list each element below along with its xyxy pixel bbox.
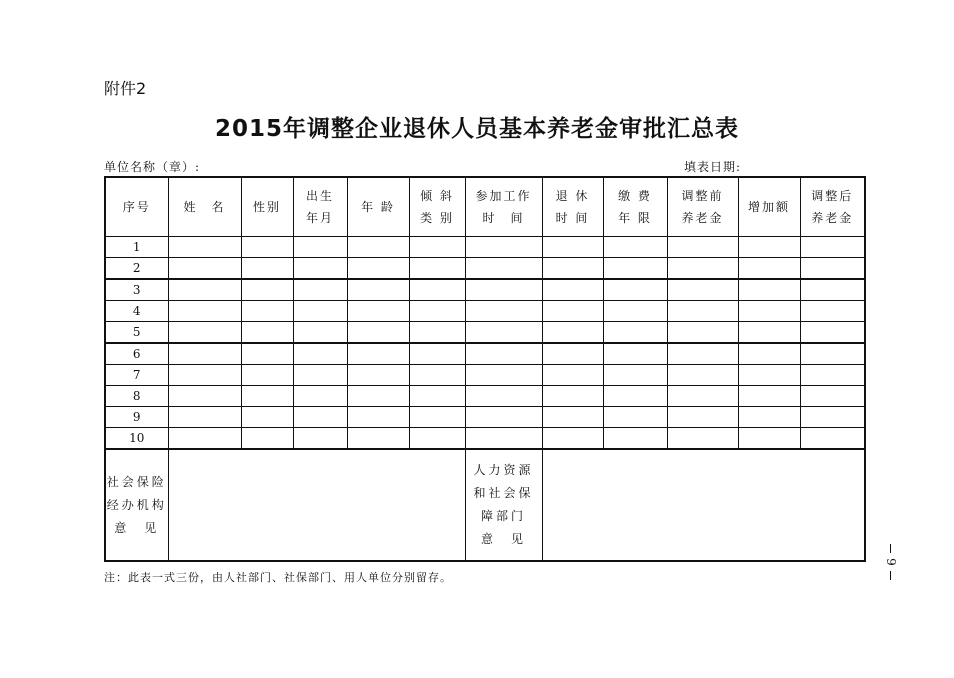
table-row xyxy=(105,322,865,344)
table-cell xyxy=(800,279,865,301)
table-cell xyxy=(293,365,347,386)
table-cell xyxy=(667,428,738,450)
table-cell xyxy=(800,343,865,365)
table-cell xyxy=(409,343,465,365)
unit-name-label: 单位名称（章）: xyxy=(104,160,201,174)
row-number: 7 xyxy=(105,365,168,386)
table-cell xyxy=(347,407,409,428)
table-cell xyxy=(409,322,465,344)
table-cell xyxy=(603,279,667,301)
table-cell xyxy=(738,322,800,344)
table-cell xyxy=(347,279,409,301)
table-cell xyxy=(168,407,241,428)
table-cell xyxy=(542,237,603,258)
column-header xyxy=(465,177,542,237)
table-cell xyxy=(603,386,667,407)
table-cell xyxy=(542,322,603,344)
column-header-line1: 倾 斜 xyxy=(420,189,454,203)
table-cell xyxy=(241,237,293,258)
table-cell xyxy=(409,365,465,386)
column-header-line2: 养老金 xyxy=(811,211,854,225)
row-number: 9 xyxy=(105,407,168,428)
table-cell xyxy=(168,386,241,407)
table-cell xyxy=(800,386,865,407)
social-insurance-opinion-label-line: 经办机构 xyxy=(106,497,167,512)
table-cell xyxy=(667,343,738,365)
column-header xyxy=(738,177,800,237)
table-cell xyxy=(293,258,347,280)
table-cell xyxy=(738,279,800,301)
table-cell xyxy=(667,365,738,386)
table-cell xyxy=(241,428,293,450)
table-cell xyxy=(738,428,800,450)
table-cell xyxy=(738,237,800,258)
table-cell xyxy=(738,407,800,428)
table-cell xyxy=(667,279,738,301)
column-header-line1: 序号 xyxy=(122,200,151,214)
table-cell xyxy=(241,322,293,344)
table-cell xyxy=(465,407,542,428)
table-cell xyxy=(738,258,800,280)
hr-opinion-label-line: 人力资源 xyxy=(473,463,534,477)
table-cell xyxy=(603,258,667,280)
column-header-line1: 性别 xyxy=(252,200,281,214)
table-cell xyxy=(168,237,241,258)
table-cell xyxy=(409,279,465,301)
table-cell xyxy=(241,407,293,428)
table-row xyxy=(105,301,865,322)
table-cell xyxy=(241,301,293,322)
column-header-line2: 时 间 xyxy=(555,211,590,225)
table-cell xyxy=(347,258,409,280)
table-cell xyxy=(800,258,865,280)
column-header-line2: 年月 xyxy=(305,211,334,225)
row-number: 6 xyxy=(105,343,168,365)
table-cell xyxy=(667,322,738,344)
table-cell xyxy=(168,322,241,344)
row-number: 4 xyxy=(105,301,168,322)
table-row xyxy=(105,237,865,258)
table-row xyxy=(105,407,865,428)
row-number: 8 xyxy=(105,386,168,407)
column-header-line1: 增加额 xyxy=(747,200,790,214)
table-row xyxy=(105,343,865,365)
column-header-line2: 年 限 xyxy=(618,211,652,225)
table-cell xyxy=(603,237,667,258)
column-header xyxy=(293,177,347,237)
table-row xyxy=(105,365,865,386)
table-cell xyxy=(347,343,409,365)
table-cell xyxy=(465,428,542,450)
table-cell xyxy=(542,258,603,280)
fill-date-label: 填表日期: xyxy=(684,160,742,174)
column-header xyxy=(800,177,865,237)
hr-opinion-field xyxy=(542,449,865,561)
table-cell xyxy=(542,279,603,301)
table-cell xyxy=(603,407,667,428)
table-cell xyxy=(603,343,667,365)
table-cell xyxy=(667,237,738,258)
table-cell xyxy=(542,386,603,407)
hr-opinion-label-line: 障部门 xyxy=(480,509,526,523)
column-header xyxy=(409,177,465,237)
page-number-text: 9 xyxy=(884,558,898,566)
column-header xyxy=(542,177,603,237)
table-cell xyxy=(168,343,241,365)
table-cell xyxy=(241,258,293,280)
row-number: 2 xyxy=(105,258,168,280)
column-header-line2: 时 间 xyxy=(482,211,525,225)
table-cell xyxy=(409,428,465,450)
table-cell xyxy=(241,365,293,386)
opinion-row xyxy=(105,449,865,561)
table-cell xyxy=(465,237,542,258)
hr-opinion-label xyxy=(465,449,542,561)
table-cell xyxy=(293,301,347,322)
hr-opinion-label-line: 意 见 xyxy=(480,532,526,546)
table-cell xyxy=(465,258,542,280)
table-cell xyxy=(738,301,800,322)
table-cell xyxy=(347,428,409,450)
table-cell xyxy=(293,407,347,428)
table-cell xyxy=(800,301,865,322)
table-cell xyxy=(293,237,347,258)
table-cell xyxy=(293,343,347,365)
table-cell xyxy=(168,301,241,322)
table-cell xyxy=(603,428,667,450)
row-number: 3 xyxy=(105,279,168,301)
table-cell xyxy=(241,343,293,365)
social-insurance-opinion-label-line: 意 见 xyxy=(114,520,160,535)
column-header xyxy=(168,177,241,237)
footnote: 注：此表一式三份，由人社部门、社保部门、用人单位分别留存。 xyxy=(104,571,452,584)
table-cell xyxy=(168,279,241,301)
table-cell xyxy=(800,365,865,386)
column-header xyxy=(667,177,738,237)
column-header xyxy=(347,177,409,237)
table-cell xyxy=(667,386,738,407)
table-cell xyxy=(168,258,241,280)
table-cell xyxy=(409,301,465,322)
column-header-line2: 类 别 xyxy=(420,211,454,225)
table-cell xyxy=(465,279,542,301)
table-cell xyxy=(465,343,542,365)
table-cell xyxy=(465,301,542,322)
table-cell xyxy=(800,407,865,428)
table-cell xyxy=(542,365,603,386)
page-title: 2015年调整企业退休人员基本养老金审批汇总表 xyxy=(214,116,739,142)
row-number: 5 xyxy=(105,322,168,344)
table-cell xyxy=(465,386,542,407)
row-number: 10 xyxy=(105,428,168,450)
table-cell xyxy=(168,365,241,386)
table-cell xyxy=(542,428,603,450)
header-row xyxy=(105,177,865,237)
table-cell xyxy=(347,237,409,258)
table-cell xyxy=(347,386,409,407)
table-cell xyxy=(738,365,800,386)
column-header xyxy=(241,177,293,237)
table-cell xyxy=(409,237,465,258)
table-cell xyxy=(241,386,293,407)
table-cell xyxy=(738,343,800,365)
table-cell xyxy=(800,322,865,344)
table-cell xyxy=(293,279,347,301)
table-row xyxy=(105,386,865,407)
table-cell xyxy=(241,279,293,301)
table-row xyxy=(105,258,865,280)
table-cell xyxy=(667,407,738,428)
table-cell xyxy=(347,301,409,322)
column-header-line1: 参加工作 xyxy=(475,189,532,203)
table-cell xyxy=(168,428,241,450)
hr-opinion-label-line: 和社会保 xyxy=(473,486,534,500)
table-cell xyxy=(667,301,738,322)
table-cell xyxy=(800,428,865,450)
column-header-line1: 姓 名 xyxy=(183,200,226,214)
social-insurance-opinion-label xyxy=(105,449,168,561)
table-cell xyxy=(667,258,738,280)
table-cell xyxy=(542,407,603,428)
table-cell xyxy=(800,237,865,258)
row-number: 1 xyxy=(105,237,168,258)
column-header-line2: 养老金 xyxy=(681,211,724,225)
table-cell xyxy=(465,322,542,344)
column-header-line1: 缴 费 xyxy=(618,189,652,203)
summary-table xyxy=(104,176,866,562)
column-header-line1: 年 龄 xyxy=(361,200,395,214)
table-cell xyxy=(409,386,465,407)
table-cell xyxy=(542,301,603,322)
table-cell xyxy=(542,343,603,365)
table-cell xyxy=(293,322,347,344)
column-header-line1: 出生 xyxy=(305,189,334,203)
table-row xyxy=(105,428,865,450)
table-cell xyxy=(603,322,667,344)
column-header-line1: 退 休 xyxy=(555,189,590,203)
social-insurance-opinion-field xyxy=(168,449,465,561)
table-cell xyxy=(293,428,347,450)
table-cell xyxy=(347,365,409,386)
table-cell xyxy=(738,386,800,407)
social-insurance-opinion-label-line: 社会保险 xyxy=(106,474,167,489)
table-cell xyxy=(409,258,465,280)
column-header xyxy=(105,177,168,237)
column-header-line1: 调整前 xyxy=(681,189,724,203)
column-header-line1: 调整后 xyxy=(811,189,854,203)
table-row xyxy=(105,279,865,301)
table-cell xyxy=(293,386,347,407)
table-cell xyxy=(409,407,465,428)
page-number xyxy=(884,544,898,580)
attachment-label: 附件2 xyxy=(104,79,147,98)
table-cell xyxy=(603,365,667,386)
table-cell xyxy=(347,322,409,344)
table-cell xyxy=(465,365,542,386)
table-cell xyxy=(603,301,667,322)
column-header xyxy=(603,177,667,237)
